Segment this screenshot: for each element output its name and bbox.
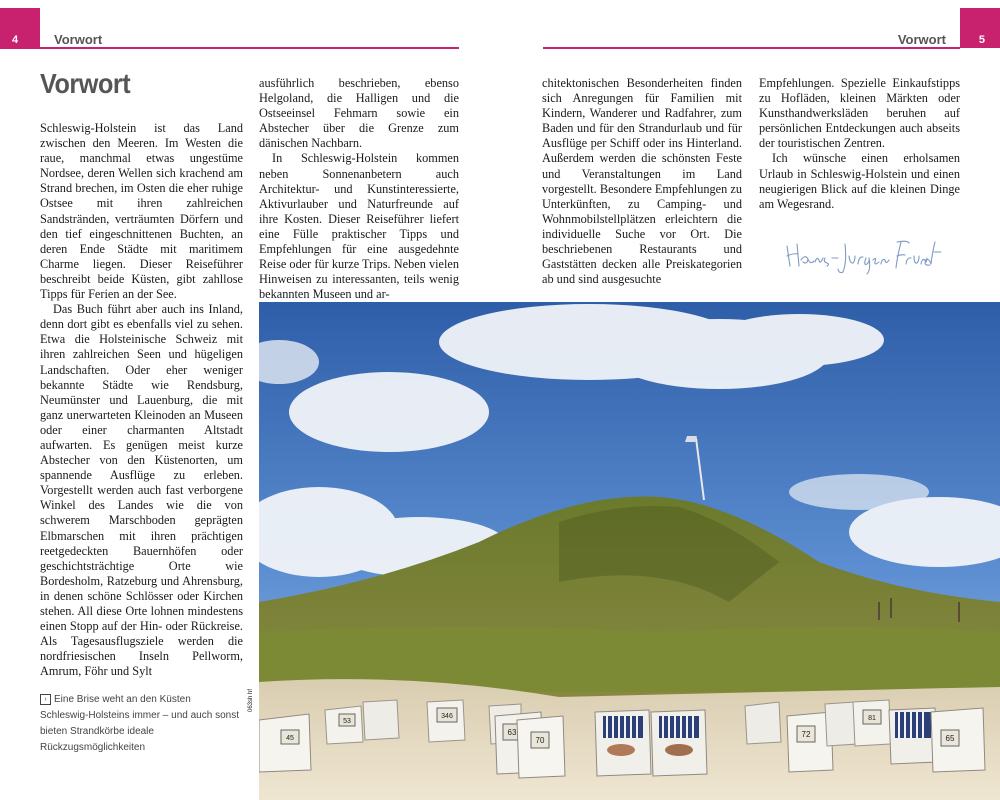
left-header-rule — [0, 47, 459, 49]
text-column-1 — [40, 121, 243, 679]
beach-chair-number: 63 — [507, 728, 517, 737]
photo-caption — [40, 692, 240, 756]
right-running-head: Vorwort — [897, 32, 946, 47]
left-page-number-box — [0, 8, 40, 48]
beach-chair — [325, 706, 363, 744]
left-running-head: Vorwort — [54, 32, 103, 47]
paragraph: In Schleswig-Holstein kommen neben Sonnenanbetern auch Architektur- und Kunstinteressierte, Aktivurlauber und Naturfreunde auf ihre Kosten. Dieser Reiseführer liefert eine Fülle praktischer Tipps und Empfehlungen für eine ausgedehnte Reise oder für kurze Trips. Neben vielen Hinweisen zu interessanten, teils wenig bekannten Museen und ar- — [259, 151, 459, 302]
beach-dune-photo — [259, 302, 1000, 800]
right-header-rule — [543, 47, 960, 49]
flag — [685, 436, 697, 442]
beach-chair-number: 53 — [343, 718, 351, 725]
paragraph: Das Buch führt aber auch ins Inland, denn dort gibt es ebenfalls viel zu sehen. Etwa die Holsteinische Schweiz mit ihren zahlreichen Seen und hügeligen Landschaften. Oder eher weniger bekannte Städte wie Rendsburg, Neumünster und Lauenburg, die mit ganz unerwarteten Kleinoden an Museen oder einer charmanten Altstadt aufwarten. Es genügen meist kurze Abstecher von den Küstenorten, um spannende Ausflüge zu erleben. Vorgestellt werden auch fast verborgene Winkel des Landes wie die von schwerem Marschboden geprägten Elbmarschen mit ihren prächtigen reetgedeckten Bauernhöfen oder geschichtsträchtige Orte wie Bordesholm, Ratzeburg und Ahrensburg, in denen schöne Schlösser oder Kirchen stehen. All diese Orte lohnen mindestens einen Stopp auf der Hin- oder Rückreise. Als Tagesausflugsziele werden die nordfriesischen Inseln Pellworm, Amrum, Föhr und Sylt — [40, 302, 243, 679]
text-column-3 — [542, 76, 742, 287]
paragraph: Schleswig-Holstein ist das Land zwischen den Meeren. Im Westen die raue, manchmal etwas ungestüme Nordsee, deren Wellen sich krachend am Strand brechen, im Osten die eher ruhige Ostsee mit ihren zahlreichen Sandstränden, verträumten Dörfern und den tief eingeschnittenen Buchten, an deren Ende Städte mit maritimem Charme liegen. Dieser Reiseführer beschreibt beide Küsten, gibt zahllose Tipps für Ferien an der See. — [40, 121, 243, 302]
striped-beach-chair — [595, 710, 651, 776]
caption-text: Eine Brise weht an den Küsten Schleswig-Holsteins immer – und auch sonst bieten Strandkörbe ideale Rückzugsmöglichkeiten — [40, 694, 239, 753]
beach-chair — [259, 714, 311, 772]
beach-chair — [517, 716, 565, 778]
paragraph: ausführlich beschrieben, ebenso Helgoland, die Halligen und die Ostseeinsel Fehmarn sowie ein Abstecher über die Grenze zum dänischen Nachbarn. — [259, 76, 459, 151]
left-page-number: 4 — [12, 34, 19, 46]
beach-chair-number: 45 — [286, 735, 294, 742]
photo-reference-icon: › — [40, 694, 51, 705]
page-title: Vorwort — [40, 68, 131, 99]
text-column-4 — [759, 76, 960, 212]
beach-chair-number: 70 — [535, 736, 545, 745]
beach-chair — [853, 700, 891, 746]
beach-chair — [427, 700, 465, 742]
paragraph: chitektonischen Besonderheiten finden sich Anregungen für Familien mit Kindern, Wanderer und Radfahrer, zum Baden und für den Strandurlaub und für Ausflüge per Schiff oder ins Hinterland. Außerdem werden die schönsten Feste und Veranstaltungen im Land vorgestellt. Besondere Empfehlungen zu Unterkünften, zu Camping- und Wohnmobilstellplätzen erleichtern die individuelle Suche vor Ort. Die beschriebenen Restaurants und Gaststätten decken alle Preiskategorien ab und sind ausgesuchte — [542, 76, 742, 287]
beach-chair-number: 72 — [801, 730, 811, 739]
photo-credit: 063sh hf — [248, 688, 254, 712]
author-signature — [783, 234, 943, 281]
right-page-number: 5 — [978, 34, 985, 46]
beach-chair — [931, 708, 985, 772]
striped-beach-chair — [889, 708, 937, 764]
signature-drawing — [783, 234, 943, 276]
beach-chair-number: 81 — [868, 715, 876, 722]
right-page-number-box — [960, 8, 1000, 48]
striped-beach-chair — [651, 710, 707, 776]
paragraph: Empfehlungen. Spezielle Einkaufstipps zu Hofläden, kleinen Märkten oder Kunsthandwerksläden beruhen auf persönlichen Entdeckungen auch abseits der touristischen Zentren. — [759, 76, 960, 151]
text-column-2 — [259, 76, 459, 302]
beach-dune-illustration — [259, 302, 1000, 800]
beach-chair-number: 346 — [441, 713, 453, 720]
paragraph: Ich wünsche einen erholsamen Urlaub in Schleswig-Holstein und einen neugierigen Blick auf die kleinen Dinge am Wegesrand. — [759, 151, 960, 211]
beach-chair-number: 65 — [945, 734, 955, 743]
